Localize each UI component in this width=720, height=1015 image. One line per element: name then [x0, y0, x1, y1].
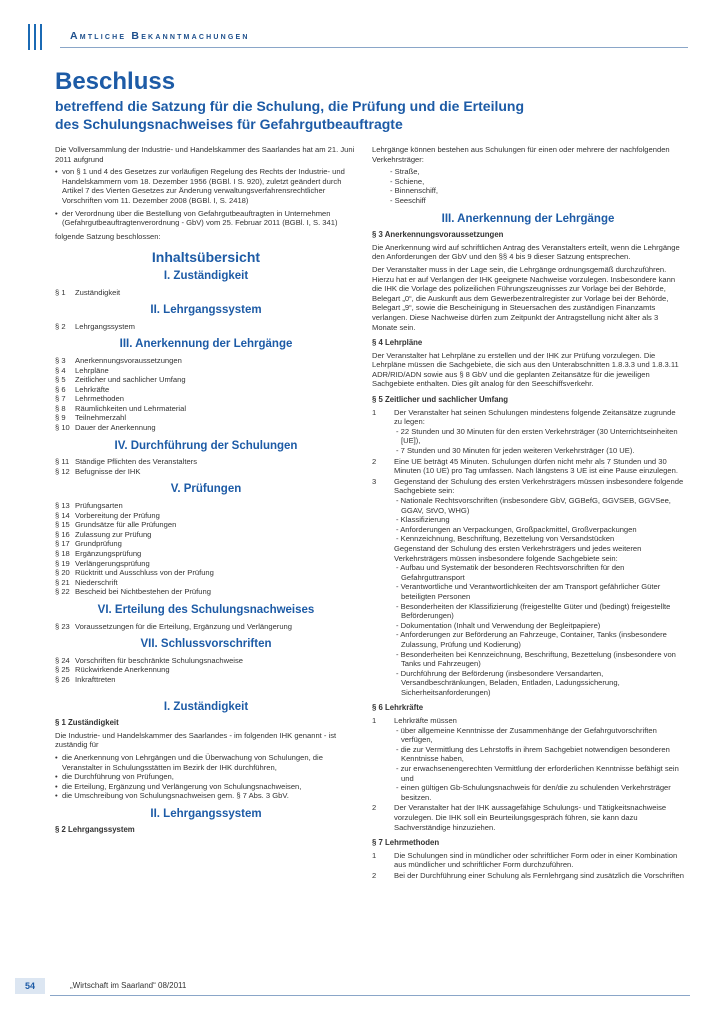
toc-entry: [55, 457, 357, 467]
list-line: - Besonderheiten der Klassifizierung (freigestellte Güter und (bedingt) freigestellte Beförderungen): [396, 601, 671, 621]
list-line: - 7 Stunden und 30 Minuten für jeden weiteren Verkehrsträger (10 UE).: [396, 446, 635, 456]
toc-entry-number: § 3: [55, 355, 66, 365]
item-text: Der Veranstalter hat seinen Schulungen mindestens folgende Zeitansätze zugrunde zu legen:: [394, 407, 676, 427]
toc-entry-number: § 14: [55, 510, 70, 520]
section-label: Amtliche Bekanntmachungen: [70, 30, 250, 42]
list-line: - Seeschiff: [390, 195, 426, 205]
page-number: 54: [15, 978, 45, 994]
paragraph-5-heading: § 5 Zeitlicher und sachlicher Umfang: [372, 395, 509, 405]
subtitle-line-1: betreffend die Satzung für die Schulung, die Prüfung und die Erteilung: [55, 98, 524, 114]
toc-entry: [55, 375, 357, 385]
paragraph-1-bullets: [55, 753, 357, 801]
toc-entry: [55, 394, 357, 404]
paragraph-6-item-1: [372, 716, 684, 802]
toc-entry-number: § 26: [55, 674, 70, 684]
right-column: [372, 145, 684, 882]
header-rule: [60, 47, 688, 48]
toc-entry: [55, 356, 357, 366]
paragraph-5-item-2: [372, 457, 684, 476]
toc-section-4-title: IV. Durchführung der Schulungen: [114, 439, 298, 452]
toc-entry: [55, 530, 357, 540]
toc-entry-number: § 25: [55, 665, 70, 675]
bullet-item: • die Anerkennung von Lehrgängen und die Überwachung von Schulungen, die Veranstalter in Schulungsstätten im Bezirk der IHK durchführen,: [55, 753, 357, 772]
paragraph-7-heading: § 7 Lehrmethoden: [372, 838, 440, 848]
list-line: - Durchführung der Beförderung (insbesondere Versandarten, Versandbeschränkungen, Beladen, Entladen, Ladungssicherung, Sicherheitsanforderungen): [396, 668, 620, 697]
list-line: - die zur Vermittlung des Lehrstoffs in ihrem Sachgebiet notwendigen besonderen Kenntnisse haben,: [396, 744, 670, 764]
toc-entry: [55, 288, 357, 298]
toc-section-3-title: III. Anerkennung der Lehrgänge: [119, 338, 293, 351]
carriers-intro: Lehrgänge können bestehen aus Schulungen für einen oder mehrere der nachfolgenden Verkehrsträger:: [372, 145, 670, 164]
toc-entry: [55, 423, 357, 433]
bullet-item: • die Umschreibung von Schulungsnachweisen gem. § 7 Abs. 3 GbV.: [55, 791, 357, 801]
paragraph-5-item-3: [372, 477, 684, 698]
toc-entry-label: Vorbereitung der Prüfung: [75, 510, 160, 520]
list-line: - Straße,: [390, 167, 420, 177]
paragraph-3-heading: § 3 Anerkennungsvoraussetzungen: [372, 230, 504, 240]
paragraph-7-item-2: [372, 871, 684, 881]
intro-closing: folgende Satzung beschlossen:: [55, 231, 161, 241]
item-text: Der Veranstalter hat der IHK aussagefähige Schulungs- und Tätigkeitsnachweise vorzulegen. Die IHK soll ein Beurteilungsgespräch führen, sie kann dazu Sachverständige hinzuziehen.: [394, 803, 667, 832]
toc-entry: [55, 366, 357, 376]
paragraph-1-text: Die Industrie- und Handelskammer des Saarlandes - im folgenden IHK genannt - ist zuständig für: [55, 730, 337, 750]
item-number: 2: [372, 456, 377, 466]
toc-entry-label: Anerkennungsvoraussetzungen: [75, 355, 182, 365]
toc-entry: [55, 501, 357, 511]
toc-section-5-title: V. Prüfungen: [170, 483, 242, 496]
toc-entry-number: § 10: [55, 423, 70, 433]
item-dash-list: [394, 726, 684, 803]
toc-section-5-list: [55, 501, 357, 597]
page-header: [0, 22, 720, 52]
toc-entry-number: § 16: [55, 529, 70, 539]
toc-entry-number: § 5: [55, 375, 66, 385]
paragraph-2-heading: § 2 Lehrgangssystem: [55, 825, 135, 835]
toc-entry-number: § 9: [55, 413, 66, 423]
toc-entry: [55, 385, 357, 395]
item-dash-list-2: [394, 563, 684, 697]
toc-entry-label: Ständige Pflichten des Veranstalters: [75, 457, 197, 467]
toc-entry: [55, 520, 357, 530]
toc-entry-number: § 8: [55, 403, 66, 413]
item-number: 2: [372, 803, 377, 813]
list-line: - Besonderheiten bei Kennzeichnung, Beschriftung, Bezettelung (insbesondere von Tanks und Fahrzeugen): [396, 649, 676, 669]
toc-entry-label: Befugnisse der IHK: [75, 466, 141, 476]
toc-entry-number: § 24: [55, 655, 70, 665]
section-2-title: II. Lehrgangssystem: [150, 807, 262, 820]
toc-entry-label: Rückwirkende Anerkennung: [75, 665, 170, 675]
list-line: - Anforderungen an Verpackungen, Großpackmittel, Großverpackungen: [396, 524, 637, 534]
item-number: 1: [372, 850, 377, 860]
list-line: - Dokumentation (Inhalt und Verwendung der Begleitpapiere): [396, 620, 601, 630]
toc-entry: [55, 675, 357, 685]
list-line: - Verantwortliche und Verantwortlichkeiten der am Transport gefährlicher Güter beteiligten Personen: [396, 582, 661, 601]
item-dash-list: [394, 496, 684, 544]
list-line: - Schiene,: [390, 176, 425, 186]
toc-entry-number: § 22: [55, 587, 70, 597]
toc-entry: [55, 656, 357, 666]
toc-entry-label: Niederschrift: [75, 577, 118, 587]
toc-entry-label: Bescheid bei Nichtbestehen der Prüfung: [75, 587, 211, 597]
paragraph-6-item-2: [372, 803, 684, 832]
toc-entry-number: § 17: [55, 539, 70, 549]
toc-entry-label: Zeitlicher und sachlicher Umfang: [75, 375, 186, 385]
toc-entry: [55, 549, 357, 559]
item-dash-list: [394, 427, 684, 456]
toc-entry-number: § 1: [55, 287, 66, 297]
paragraph-3-text-2: Der Veranstalter muss in der Lage sein, die Lehrgänge ordnungsgemäß durchzuführen. Hierzu hat er auf Verlangen der IHK geeignete Nachweise vorzulegen. Insbesondere kann die IHK die Vorlage des polizeilichen Führungszeugnisses zur Vorlage bei der Behörde, Belegart „0“, die Auskunft aus dem Gewerbezentralregister zur Vorlage bei der Behörde, Belegart „9“, sowie die Bescheinigung in Steuersachen des zuständigen Finanzamts verlangen. Diese Nachweise dürfen zum Zeitpunkt der Antragstellung nicht älter als 3 Monate sein.: [372, 264, 676, 332]
toc-entry-label: Inkrafttreten: [75, 674, 116, 684]
list-line: - Anforderungen zur Beförderung an Fahrzeuge, Container, Tanks (insbesondere Zulassung, Prüfung und Kodierung): [396, 630, 667, 649]
paragraph-1-heading: § 1 Zuständigkeit: [55, 718, 119, 728]
paragraph-4-heading: § 4 Lehrpläne: [372, 338, 423, 348]
toc-entry: [55, 559, 357, 569]
toc-entry-number: § 6: [55, 384, 66, 394]
intro-paragraph: Die Vollversammlung der Industrie- und Handelskammer des Saarlandes hat am 21. Juni 2011 aufgrund: [55, 145, 355, 164]
toc-entry-label: Voraussetzungen für die Erteilung, Ergänzung und Verlängerung: [75, 621, 292, 631]
toc-entry-number: § 2: [55, 321, 66, 331]
toc-entry-label: Verlängerungsprüfung: [75, 558, 150, 568]
paragraph-3-text-1: Die Anerkennung wird auf schriftlichen Antrag des Veranstalters erteilt, wenn die Lehrgänge den Anforderungen der GbV und den §§ 4 bis 9 dieser Satzung entsprechen.: [372, 242, 680, 262]
toc-entry-number: § 7: [55, 394, 66, 404]
toc-entry-number: § 15: [55, 520, 70, 530]
item-number: 1: [372, 716, 377, 726]
toc-entry: [55, 413, 357, 423]
toc-entry: [55, 511, 357, 521]
item-number: 1: [372, 407, 377, 417]
left-column: [55, 145, 357, 838]
toc-entry-label: Zuständigkeit: [75, 287, 121, 297]
item-text: Die Schulungen sind in mündlicher oder schriftlicher Form oder in einer Kombination aus mündlicher und schriftlicher Form durchzuführen.: [394, 850, 678, 870]
toc-entry-number: § 11: [55, 457, 70, 467]
toc-entry-label: Vorschriften für beschränkte Schulungsnachweise: [75, 655, 244, 665]
toc-entry-label: Lehrgangssystem: [75, 321, 135, 331]
toc-entry-label: Grundsätze für alle Prüfungen: [75, 520, 177, 530]
toc-entry-label: Lehrkräfte: [75, 384, 110, 394]
item-text: Gegenstand der Schulung des ersten Verkehrsträgers müssen insbesondere folgende Sachgebiete sein:: [394, 476, 684, 496]
toc-entry: [55, 578, 357, 588]
list-line: - Aufbau und Systematik der besonderen Rechtsvorschriften für den Gefahrguttransport: [396, 563, 625, 582]
toc-section-7-list: [55, 656, 357, 685]
page-subtitle: [55, 97, 665, 133]
toc-entry-label: Rücktritt und Ausschluss von der Prüfung: [75, 568, 214, 578]
toc-entry: [55, 322, 357, 332]
toc-section-2-list: [55, 322, 357, 332]
item-text: Eine UE beträgt 45 Minuten. Schulungen dürfen nicht mehr als 7 Stunden und 30 Minuten (10 UE) pro Tag umfassen. Nach längstens 3 UE ist eine Pause einzulegen.: [394, 456, 678, 476]
toc-entry-number: § 19: [55, 558, 70, 568]
paragraph-7-item-1: [372, 851, 684, 870]
intro-bullet-1: • von § 1 und 4 des Gesetzes zur vorläufigen Regelung des Rechts der Industrie- und Handelskammern vom 18. Dezember 1956 (BGBl. I S. 920), zuletzt geändert durch Artikel 7 des Vierten Gesetzes zur Änderung verwaltungsverfahrensrechtlicher Vorschriften vom 11. Dezember 2008 (BGBl. I, S. 2418): [55, 167, 357, 205]
toc-section-1-list: [55, 288, 357, 298]
item-text-continued: Gegenstand der Schulung des ersten Verkehrsträgers und jedes weiteren Verkehrsträgers müssen insbesondere folgende Sachgebiete sein:: [394, 543, 642, 563]
toc-section-1-title: I. Zuständigkeit: [163, 269, 249, 282]
list-line: - über allgemeine Kenntnisse der Zusammenhänge der Gefahrgutvorschriften verfügen,: [396, 725, 657, 745]
toc-entry-number: § 13: [55, 501, 70, 511]
toc-entry-number: § 23: [55, 621, 70, 631]
bullet-item: • die Erteilung, Ergänzung und Verlängerung von Schulungsnachweisen,: [55, 782, 357, 792]
intro-bullet-2: • der Verordnung über die Bestellung von Gefahrgutbeauftragten in Unternehmen (Gefahrgutbeauftragtenverordnung - GbV) vom 25. Februar 2011 (BGBl. I, S. 341): [55, 209, 357, 228]
toc-entry-label: Lehrmethoden: [75, 394, 124, 404]
publication-name: „Wirtschaft im Saarland“ 08/2011: [70, 981, 187, 990]
toc-entry: [55, 539, 357, 549]
list-line: - 22 Stunden und 30 Minuten für den ersten Verkehrsträger (30 Unterrichtseinheiten [UE]),: [396, 426, 678, 446]
toc-entry-label: Grundprüfung: [75, 539, 122, 549]
carriers-list: [372, 167, 684, 205]
section-1-title: I. Zuständigkeit: [163, 700, 249, 713]
footer-rule: [50, 995, 690, 996]
page-title: Beschluss: [55, 68, 176, 95]
toc-entry-number: § 4: [55, 365, 66, 375]
toc-entry: [55, 587, 357, 597]
list-line: - Kennzeichnung, Beschriftung, Bezettelung von Versandstücken: [396, 534, 615, 544]
section-3-title: III. Anerkennung der Lehrgänge: [441, 212, 615, 225]
toc-entry-label: Räumlichkeiten und Lehrmaterial: [75, 403, 187, 413]
toc-section-6-title: VI. Erteilung des Schulungsnachweises: [97, 603, 315, 616]
list-line: - zur erwachsenengerechten Vermittlung der erforderlichen Kenntnisse befähigt sein und: [396, 764, 679, 783]
toc-title: Inhaltsübersicht: [151, 249, 261, 266]
toc-entry: [55, 568, 357, 578]
paragraph-5-item-1: [372, 408, 684, 456]
toc-entry-number: § 18: [55, 549, 70, 558]
toc-entry-number: § 12: [55, 466, 70, 476]
toc-entry-label: Teilnehmerzahl: [75, 413, 127, 423]
item-text: Lehrkräfte müssen: [394, 716, 457, 726]
toc-entry-label: Ergänzungsprüfung: [75, 549, 142, 558]
toc-entry-number: § 21: [55, 577, 70, 587]
bullet-item: • die Durchführung von Prüfungen,: [55, 772, 357, 782]
item-number: 2: [372, 870, 377, 880]
list-line: - Klassifizierung: [396, 515, 450, 525]
toc-section-7-title: VII. Schlussvorschriften: [140, 638, 272, 651]
list-line: - Binnenschiff,: [390, 186, 438, 196]
toc-entry: [55, 404, 357, 414]
item-number: 3: [372, 476, 377, 486]
list-line: - einen gültigen Gb-Schulungsnachweis für den/die zu schulenden Verkehrsträger besitzen.: [396, 783, 671, 802]
toc-section-3-list: [55, 356, 357, 433]
toc-entry-label: Lehrpläne: [75, 365, 109, 375]
toc-entry-label: Zulassung zur Prüfung: [75, 529, 152, 539]
list-line: - Nationale Rechtsvorschriften (insbesondere GbV, GGBefG, GGVSEB, GGVSee, GGAV, StVO, WHG): [396, 496, 671, 515]
toc-entry: [55, 467, 357, 477]
toc-entry-label: Prüfungsarten: [75, 501, 123, 511]
toc-entry: [55, 665, 357, 675]
paragraph-4-text: Der Veranstalter hat Lehrpläne zu erstellen und der IHK zur Prüfung vorzulegen. Die Lehrpläne müssen die Sachgebiete, die sich aus den Unterabschnitten 1.8.3.3 und 1.8.3.11 ADR/RID/ADN sowie aus § 8 GbV und die geplanten Zeitansätze für die jeweiligen Sachgebiete enthalten. Dies gilt analog für den Seeschiffsverkehr.: [372, 350, 679, 389]
toc-entry-label: Dauer der Anerkennung: [75, 423, 156, 433]
toc-section-2-title: II. Lehrgangssystem: [150, 304, 262, 317]
paragraph-6-heading: § 6 Lehrkräfte: [372, 703, 424, 713]
toc-entry: [55, 622, 357, 632]
header-marks: [28, 24, 48, 50]
page-footer: [0, 975, 720, 997]
subtitle-line-2: des Schulungsnachweises für Gefahrgutbeauftragte: [55, 116, 403, 132]
toc-section-4-list: [55, 457, 357, 476]
toc-entry-number: § 20: [55, 568, 70, 578]
item-text: Bei der Durchführung einer Schulung als Fernlehrgang sind zusätzlich die Vorschriften: [394, 870, 684, 880]
toc-section-6-list: [55, 622, 357, 632]
